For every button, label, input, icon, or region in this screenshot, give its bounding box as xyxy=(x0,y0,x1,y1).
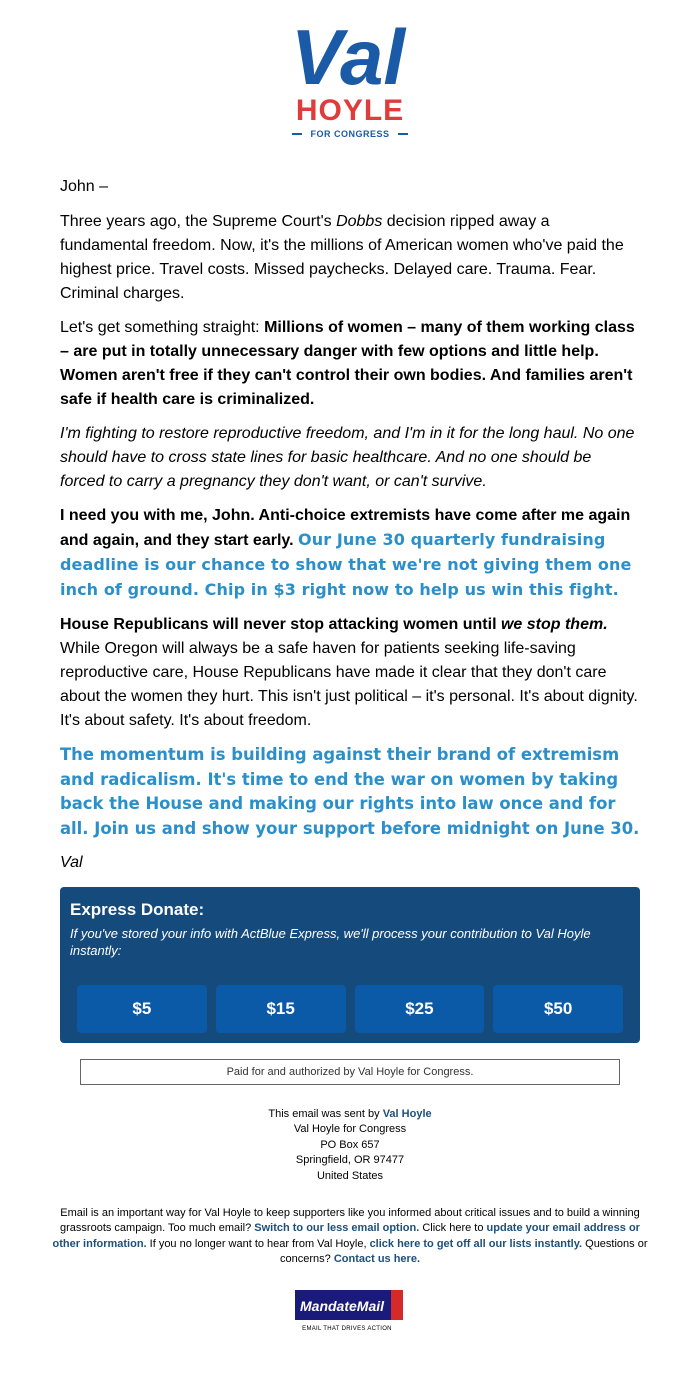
footer-text-2: Click here to xyxy=(419,1222,487,1235)
mandatemail-red-stripe xyxy=(391,1290,403,1320)
logo-tagline: FOR CONGRESS xyxy=(310,129,390,139)
email-body xyxy=(0,175,700,875)
footer-text-1: Email is an important way for Val Hoyle to keep supporters like you informed about critical issues and to build a winning grassroots campaign. Too much email? xyxy=(60,1207,640,1235)
momentum-donate-link[interactable]: The momentum is building against their brand of extremism and radicalism. It's time to end the war on women by taking back the House and making our rights into law once and for all. Join us and show your support before midnight on June 30. xyxy=(60,745,640,838)
logo-surname: HOYLE xyxy=(295,94,405,127)
paragraph-republicans xyxy=(60,613,640,733)
express-donate-box xyxy=(60,887,640,1043)
paragraph-dobbs xyxy=(60,210,640,306)
footer-unsubscribe-text xyxy=(50,1206,650,1268)
val-hoyle-logo[interactable] xyxy=(0,0,700,145)
p1-text-b: decision ripped away a fundamental freedom. Now, it's the millions of American women who've paid the highest price. Travel costs. Missed paychecks. Delayed care. Trauma. Fear. Criminal charges. xyxy=(60,213,624,302)
unsubscribe-link[interactable]: click here to get off all our lists instantly. xyxy=(369,1237,583,1250)
donate-5-button[interactable]: $5 xyxy=(77,985,207,1033)
mandatemail-graphic xyxy=(295,1290,405,1332)
sent-by-prefix: This email was sent by xyxy=(268,1108,383,1120)
sender-org: Val Hoyle for Congress xyxy=(293,1123,407,1136)
less-email-link[interactable]: Switch to our less email option. xyxy=(254,1222,420,1235)
footer-text-4: Questions or concerns? xyxy=(280,1237,648,1266)
deadline-donate-link[interactable]: Our June 30 quarterly fundraising deadline is our chance to show that we're not giving them one inch of ground. Chip in $3 right now to help us win this fight. xyxy=(60,530,632,599)
donate-amount-buttons xyxy=(70,985,630,1033)
p5-bold-italic: we stop them. xyxy=(500,616,608,633)
sent-by-block xyxy=(0,1107,700,1184)
donate-50-button[interactable]: $50 xyxy=(493,985,623,1033)
express-donate-title: Express Donate: xyxy=(70,900,205,919)
logo-graphic xyxy=(270,10,430,140)
footer-text-3: If you no longer want to hear from Val Hoyle, xyxy=(146,1237,370,1250)
signature: Val xyxy=(60,854,83,871)
donate-25-button[interactable]: $25 xyxy=(355,985,485,1033)
contact-link[interactable]: Contact us here. xyxy=(333,1253,420,1266)
p1-text-a: Three years ago, the Supreme Court's xyxy=(60,213,337,230)
paragraph-fighting: I'm fighting to restore reproductive freedom, and I'm in it for the long haul. No one should have to cross state lines for basic healthcare. And no one should be forced to carry a pregnancy they don't want, or can't survive. xyxy=(60,425,635,490)
mandatemail-logo[interactable] xyxy=(295,1290,405,1332)
paid-for-disclaimer: Paid for and authorized by Val Hoyle for Congress. xyxy=(80,1059,620,1085)
donate-15-button[interactable]: $15 xyxy=(216,985,346,1033)
greeting: John – xyxy=(60,178,109,195)
express-donate-description: If you've stored your info with ActBlue Express, we'll process your contribution to Val Hoyle instantly: xyxy=(70,926,591,958)
p2-text-a: Let's get something straight: xyxy=(60,319,265,336)
p5-text: While Oregon will always be a safe haven for patients seeking life-saving reproductive care, House Republicans have made it clear that they don't care about the women they hurt. This isn't just political – it's personal. It's about dignity. It's about safety. It's about freedom. xyxy=(60,640,638,729)
mandatemail-brand: MandateMail xyxy=(300,1297,385,1314)
p2-bold: Millions of women – many of them working class – are put in totally unnecessary danger with few options and little help. Women aren't free if they can't control their own bodies. And families aren't safe if health care is criminalized. xyxy=(60,319,635,408)
mandatemail-tagline: EMAIL THAT DRIVES ACTION xyxy=(302,1325,392,1332)
update-email-link[interactable]: update your email address or other information. xyxy=(52,1222,640,1250)
paragraph-need-you xyxy=(60,504,640,603)
sender-city: Springfield, OR 97477 xyxy=(295,1154,405,1167)
p1-dobbs-italic: Dobbs xyxy=(336,213,383,230)
sender-link[interactable]: Val Hoyle xyxy=(382,1108,432,1120)
logo-name: Val xyxy=(290,13,406,101)
sender-po-box: PO Box 657 xyxy=(320,1138,380,1151)
p4-bold: I need you with me, John. Anti-choice extremists have come after me again and again, and they start early. xyxy=(60,507,631,549)
paragraph-straight xyxy=(60,316,640,412)
sender-country: United States xyxy=(316,1169,384,1182)
p5-bold: House Republicans will never stop attacking women until xyxy=(60,616,501,633)
